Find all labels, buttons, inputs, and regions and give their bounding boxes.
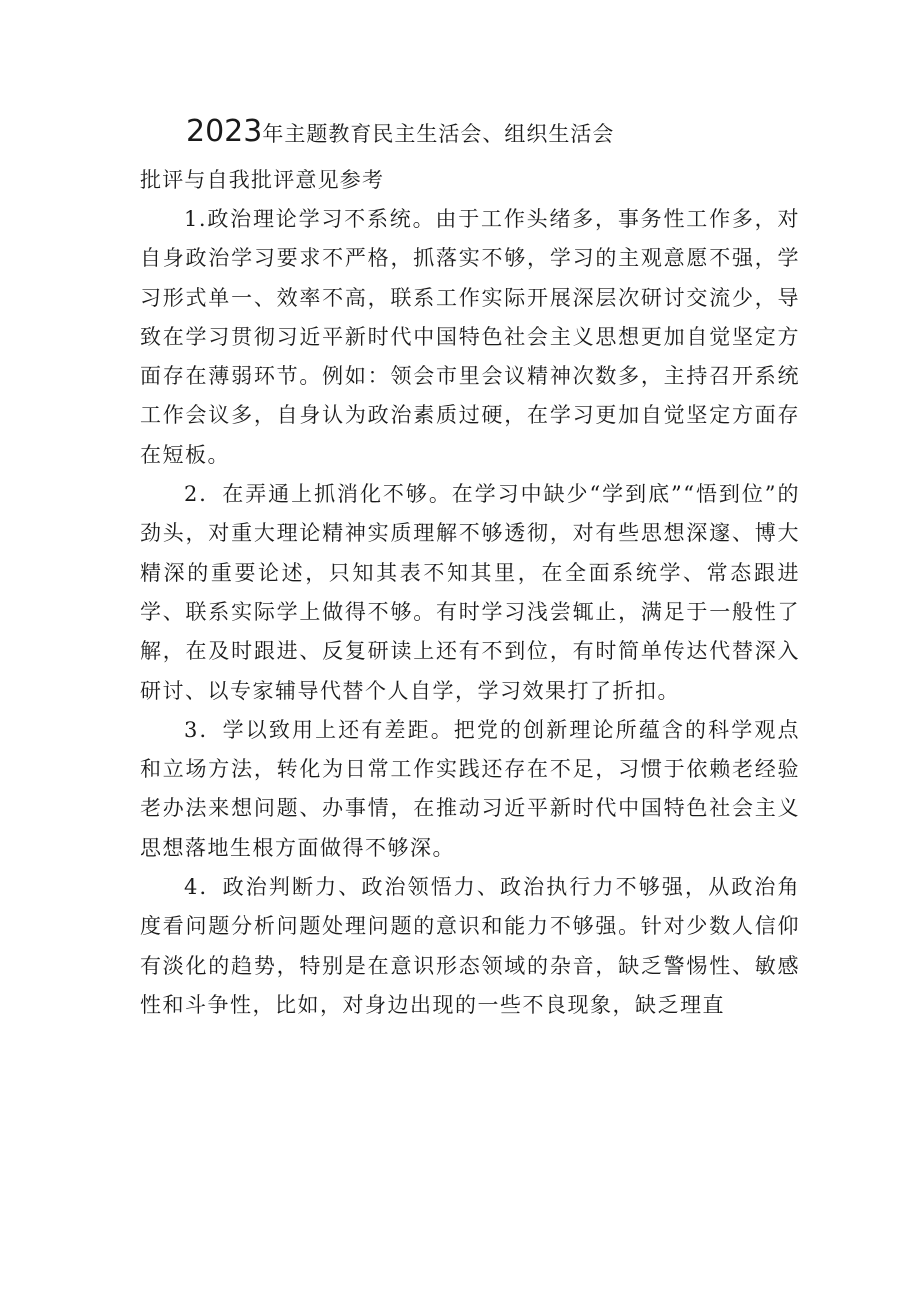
paragraph-3: 3．学以致用上还有差距。把党的创新理论所蕴含的科学观点和立场方法，转化为日常工作实践还存在不足，习惯于依赖老经验老办法来想问题、办事情，在推动习近平新时代中国特色社会主义思想落地生根方面做得不够深。 — [140, 717, 800, 860]
paragraph-2: 2．在弄通上抓消化不够。在学习中缺少“学到底”“悟到位”的劲头，对重大理论精神实质理解不够透彻，对有些思想深邃、博大精深的重要论述，只知其表不知其里，在全面系统学、常态跟进学、联系实际学上做得不够。有时学习浅尝辄止，满足于一般性了解，在及时跟进、反复研读上还有不到位，有时简单传达代替深入研讨、以专家辅导代替个人自学，学习效果打了折扣。 — [140, 482, 800, 703]
document-subtitle: 批评与自我批评意见参考 — [140, 168, 385, 192]
document-title — [186, 112, 614, 156]
document-body — [140, 200, 800, 1025]
paragraph-4: 4．政治判断力、政治领悟力、政治执行力不够强，从政治角度看问题分析问题处理问题的意识和能力不够强。针对少数人信仰有淡化的趋势，特别是在意识形态领域的杂音，缺乏警惕性、敏感性和斗争性，比如，对身边出现的一些不良现象，缺乏理直 — [140, 875, 800, 1017]
title-year: 2023 — [186, 114, 263, 149]
paragraph-1: 1.政治理论学习不系统。由于工作头绪多，事务性工作多，对自身政治学习要求不严格，抓落实不够，学习的主观意愿不强，学习形式单一、效率不高，联系工作实际开展深层次研讨交流少，导致在学习贯彻习近平新时代中国特色社会主义思想更加自觉坚定方面存在薄弱环节。例如：领会市里会议精神次数多，主持召开系统工作会议多，自身认为政治素质过硬，在学习更加自觉坚定方面存在短板。 — [140, 207, 800, 467]
title-text: 年主题教育民主生活会、组织生活会 — [262, 122, 615, 146]
